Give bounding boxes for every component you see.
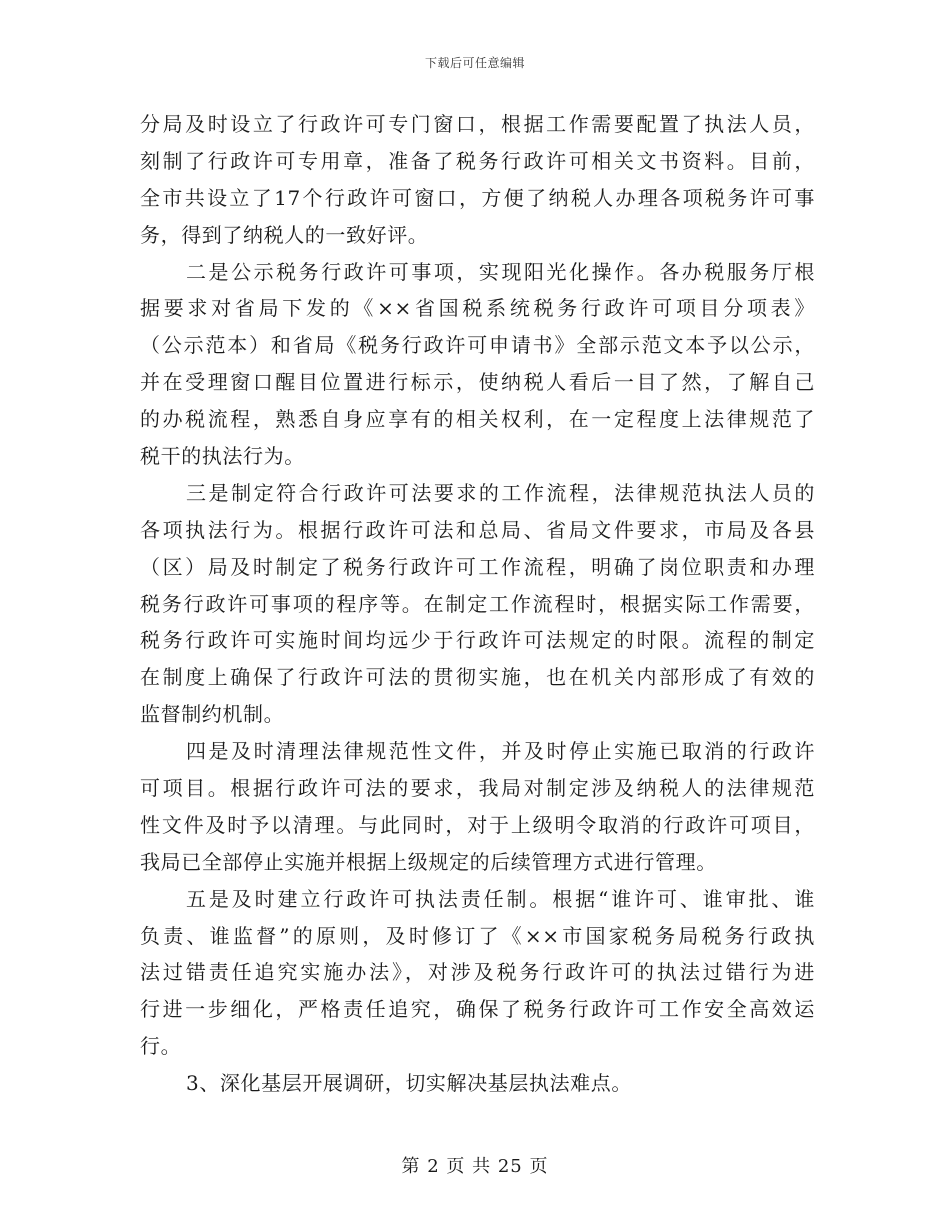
text-line: 法过错责任追究实施办法》，对涉及税务行政许可的执法过错行为进 <box>140 960 815 985</box>
text-line: 全市共设立了17个行政许可窗口，方便了纳税人办理各项税务许可事 <box>140 185 815 210</box>
text-line: 3、深化基层开展调研，切实解决基层执法难点。 <box>186 1071 632 1096</box>
page-header: 下载后可任意编辑 <box>424 56 525 70</box>
text-line: 三是制定符合行政许可法要求的工作流程，法律规范执法人员的 <box>186 480 815 505</box>
text-line: 分局及时设立了行政许可专门窗口，根据工作需要配置了执法人员， <box>140 112 815 136</box>
document-body <box>140 106 815 1102</box>
text-line: 二是公示税务行政许可事项，实现阳光化操作。各办税服务厅根 <box>186 259 815 284</box>
text-line: 并在受理窗口醒目位置进行标示，使纳税人看后一目了然，了解自己 <box>140 370 815 395</box>
text-line: 行进一步细化，严格责任追究，确保了税务行政许可工作安全高效运 <box>140 997 815 1022</box>
text-line: 性文件及时予以清理。与此同时，对于上级明令取消的行政许可项目， <box>140 812 815 837</box>
paragraph-2 <box>140 254 815 475</box>
text-line: （公示范本）和省局《税务行政许可申请书》全部示范文本予以公示， <box>140 333 815 358</box>
text-line: 我局已全部停止实施并根据上级规定的后续管理方式进行管理。 <box>140 849 717 874</box>
text-line: 据要求对省局下发的《××省国税系统税务行政许可项目分项表》 <box>140 296 815 321</box>
text-line: 行。 <box>140 1034 182 1059</box>
text-line: 可项目。根据行政许可法的要求，我局对制定涉及纳税人的法律规范 <box>140 776 815 801</box>
text-line: （区）局及时制定了税务行政许可工作流程，明确了岗位职责和办理 <box>140 554 815 579</box>
paragraph-6 <box>140 1065 815 1102</box>
text-line: 刻制了行政许可专用章，准备了税务行政许可相关文书资料。目前， <box>140 148 815 173</box>
text-line: 务，得到了纳税人的一致好评。 <box>140 222 429 247</box>
paragraph-5 <box>140 881 815 1065</box>
text-line: 监督制约机制。 <box>140 702 285 727</box>
paragraph-3 <box>140 475 815 733</box>
text-line: 五是及时建立行政许可执法责任制。根据“谁许可、谁审批、谁 <box>186 886 815 911</box>
text-line: 负责、谁监督”的原则，及时修订了《××市国家税务局税务行政执 <box>140 923 815 948</box>
text-line: 的办税流程，熟悉自身应享有的相关权利，在一定程度上法律规范了 <box>140 407 815 432</box>
text-line: 四是及时清理法律规范性文件，并及时停止实施已取消的行政许 <box>186 739 815 764</box>
text-line: 各项执法行为。根据行政许可法和总局、省局文件要求，市局及各县 <box>140 517 815 542</box>
text-line: 在制度上确保了行政许可法的贯彻实施，也在机关内部形成了有效的 <box>140 665 815 690</box>
text-line: 税务行政许可实施时间均远少于行政许可法规定的时限。流程的制定 <box>140 628 815 653</box>
paragraph-1 <box>140 106 815 254</box>
paragraph-4 <box>140 733 815 881</box>
page-number: 第 2 页 共 25 页 <box>401 1156 549 1177</box>
text-line: 税务行政许可事项的程序等。在制定工作流程时，根据实际工作需要， <box>140 591 815 616</box>
text-line: 税干的执法行为。 <box>140 444 305 469</box>
